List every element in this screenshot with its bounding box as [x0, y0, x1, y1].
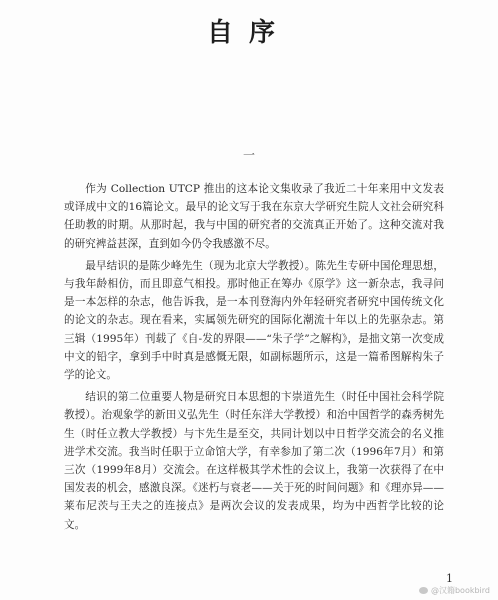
- page-number: 1: [446, 572, 453, 585]
- paragraph-2: 最早结识的是陈少峰先生（现为北京大学教授）。陈先生专研中国伦理思想，与我年龄相仿，而且即意气相投。那时他正在筹办《原学》这一新杂志，我寻问是一本怎样的杂志，他告诉我，是一本刊登海内外年轻研究者研究中国传统文化的论文的杂志。现在看来，实属领先研究的国际化潮流十年以上的先驱杂志。第三辑（1995年）刊载了《自-发的界限——“朱子学”之解构》，是拙文第一次变成中文的铅字，拿到手中时真是感慨无限，如副标题所示，这是一篇希图解构朱子学的论文。: [64, 259, 444, 382]
- paragraph-1: 作为 Collection UTCP 推出的这本论文集收录了我近二十年来用中文发表或译成中文的16篇论文。最早的论文写于我在东京大学研究生院人文社会研究科任助教的时期。从那时起，我与中国的研究者的交流真正开始了。这种交流对我的研究裨益甚深，直到如今仍令我感激不尽。: [64, 183, 444, 250]
- paragraph-3: 结识的第二位重要人物是研究日本思想的卞崇道先生（时任中国社会科学院教授）。治观象学的新田义弘先生（时任东洋大学教授）和治中国哲学的森秀树先生（时任立教大学教授）与卞先生是至交，共同计划以中日哲学交流会的名义推进学术交流。我当时任职于立命馆大学，有幸参加了第二次（1996年7月）和第三次（1999年8月）交流会。在这样极其学术性的会议上，我第一次获得了在中国发表的机会，感激良深。《迷朽与衰老——关于死的时间问题》和《理亦异——莱布尼茨与王夫之的连接点》是两次会议的发表成果，均为中西哲学比较的论文。: [64, 391, 444, 531]
- section-number: 一: [242, 148, 255, 162]
- watermark-text: @汉籍bookbird: [430, 586, 490, 595]
- page-title: 自序: [206, 18, 291, 48]
- watermark: [419, 585, 490, 596]
- body-text: [64, 180, 444, 538]
- weibo-icon: [419, 587, 428, 594]
